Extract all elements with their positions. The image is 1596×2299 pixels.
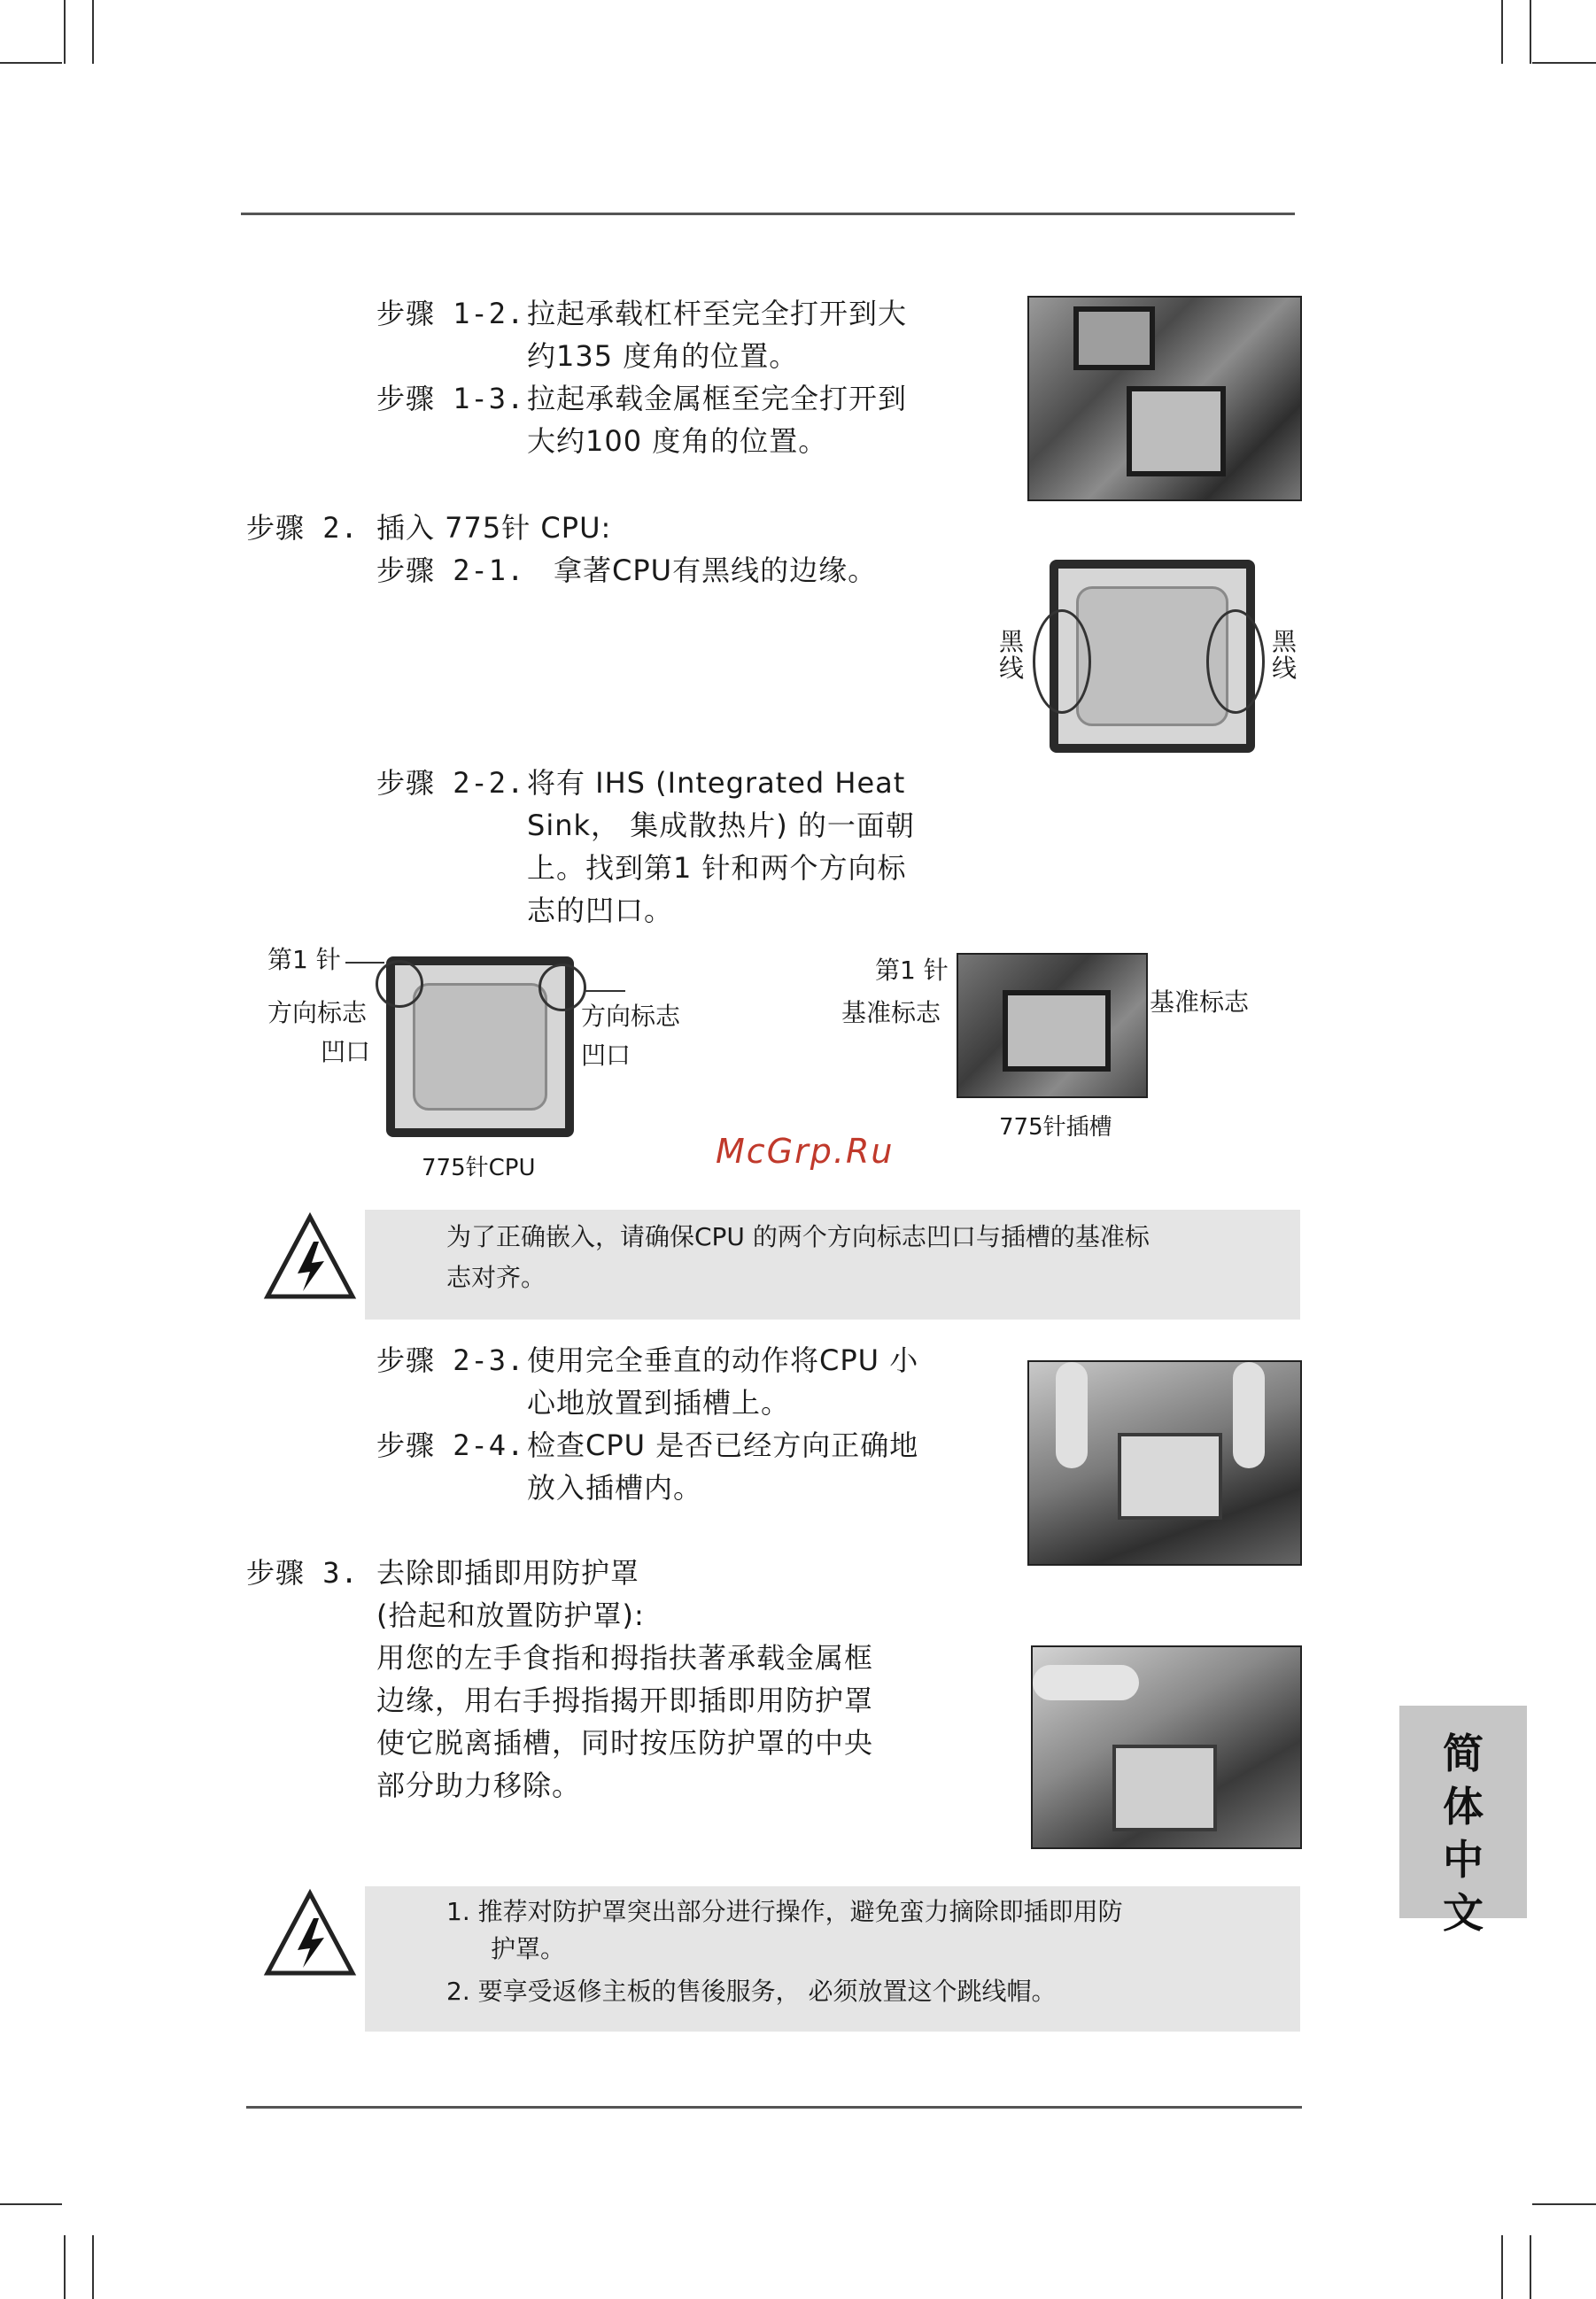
crop-mark (1530, 0, 1531, 64)
cpu-notch-right-label-1: 方向标志 (581, 1002, 681, 1031)
socket-775-figure (957, 953, 1148, 1098)
footer-rule (246, 2106, 1302, 2109)
step-2-label: 步骤 2. (246, 511, 359, 545)
watermark: McGrp.Ru (716, 1132, 895, 1171)
step-3-line6: 部分助力移除。 (376, 1769, 582, 1802)
cpu-caption: 775针CPU (422, 1155, 536, 1181)
note-1-line1: 为了正确嵌入，请确保CPU 的两个方向标志凹口与插槽的基准标 (446, 1222, 1150, 1251)
step-3-line5: 使它脱离插槽，同时按压防护罩的中央 (376, 1726, 874, 1760)
step-1-3-line2: 大约100 度角的位置。 (527, 424, 828, 458)
header-rule (241, 213, 1295, 215)
step-2-4-label: 步骤 2-4. (376, 1428, 525, 1462)
cpu-notch-left-label-1: 方向标志 (267, 998, 368, 1027)
crop-mark (1501, 0, 1503, 64)
side-tab-char: 简 (1443, 1730, 1484, 1777)
cpu-notch-left-circle (376, 960, 423, 1008)
black-line-right-circle (1206, 609, 1265, 714)
step-2-1-label: 步骤 2-1. (376, 553, 525, 587)
socket-caption: 775针插槽 (999, 1114, 1112, 1141)
note-2-item1-line1: 1. 推荐对防护罩突出部分进行操作，避免蛮力摘除即插即用防 (446, 1897, 1123, 1926)
socket-pin1-label: 第1 针 (875, 956, 949, 985)
pnp-cap-photo (1031, 1645, 1302, 1849)
crop-mark (64, 0, 66, 64)
crop-mark (92, 0, 94, 64)
step-2-text: 插入 775针 CPU: (376, 511, 612, 545)
socket-open-photo (1027, 296, 1302, 501)
cpu-notch-right-arrow (585, 990, 625, 992)
cpu-insert-photo (1027, 1360, 1302, 1566)
black-line-left-circle (1033, 609, 1091, 714)
step-2-1-text: 拿著CPU有黑线的边缘。 (554, 553, 878, 587)
cpu-notch-right-circle (538, 964, 586, 1011)
step-2-4-line1: 检查CPU 是否已经方向正确地 (527, 1428, 919, 1462)
step-2-2-line2: Sink， 集成散热片) 的一面朝 (527, 809, 915, 842)
step-2-3-label: 步骤 2-3. (376, 1343, 525, 1377)
step-2-3-line1: 使用完全垂直的动作将CPU 小 (527, 1343, 919, 1377)
crop-mark (0, 62, 62, 64)
step-2-2-line1: 将有 IHS (Integrated Heat (527, 766, 906, 800)
crop-mark (1501, 2235, 1503, 2299)
black-line-left-label: 黑线 (999, 627, 1025, 683)
warning-icon (262, 1211, 358, 1304)
language-side-tab (1399, 1706, 1527, 1937)
step-3-line3: 用您的左手食指和拇指扶著承载金属框 (376, 1641, 874, 1675)
step-1-2-line2: 约135 度角的位置。 (527, 339, 799, 373)
note-2-item1-line2: 护罩。 (491, 1934, 566, 1963)
side-tab-char: 体 (1443, 1783, 1484, 1831)
step-2-2-line4: 志的凹口。 (527, 894, 674, 927)
step-1-2-label: 步骤 1-2. (376, 297, 525, 330)
crop-mark (64, 2235, 66, 2299)
side-tab-char: 文 (1443, 1889, 1484, 1937)
step-2-2-label: 步骤 2-2. (376, 766, 525, 800)
step-2-2-line3: 上。找到第1 针和两个方向标 (527, 851, 907, 885)
crop-mark (92, 2235, 94, 2299)
cpu-pin1-label: 第1 针 (267, 945, 341, 974)
cpu-pin1-arrow (345, 962, 384, 964)
black-line-right-label: 黑线 (1272, 627, 1298, 683)
crop-mark (1532, 2203, 1596, 2205)
step-3-line2: (拾起和放置防护罩): (376, 1598, 645, 1632)
step-3-line1: 去除即插即用防护罩 (376, 1556, 640, 1590)
crop-mark (1530, 2235, 1531, 2299)
crop-mark (1532, 62, 1596, 64)
step-3-line4: 边缘，用右手拇指揭开即插即用防护罩 (376, 1684, 874, 1717)
step-2-3-line2: 心地放置到插槽上。 (527, 1386, 791, 1420)
note-2-item2: 2. 要享受返修主板的售後服务， 必须放置这个跳线帽。 (446, 1977, 1057, 2006)
note-1-line2: 志对齐。 (446, 1263, 546, 1292)
step-2-4-line2: 放入插槽内。 (527, 1471, 703, 1505)
socket-key-right-label: 基准标志 (1150, 987, 1250, 1017)
step-3-label: 步骤 3. (246, 1556, 359, 1590)
step-1-2-line1: 拉起承载杠杆至完全打开到大 (527, 297, 908, 330)
step-1-3-label: 步骤 1-3. (376, 382, 525, 415)
side-tab-char: 中 (1443, 1836, 1484, 1884)
warning-icon (262, 1888, 358, 1980)
cpu-notch-left-label-2: 凹口 (321, 1037, 371, 1066)
step-1-3-line1: 拉起承载金属框至完全打开到 (527, 382, 908, 415)
socket-key-left-label: 基准标志 (841, 998, 941, 1027)
cpu-notch-right-label-2: 凹口 (581, 1041, 631, 1070)
crop-mark (0, 2203, 62, 2205)
